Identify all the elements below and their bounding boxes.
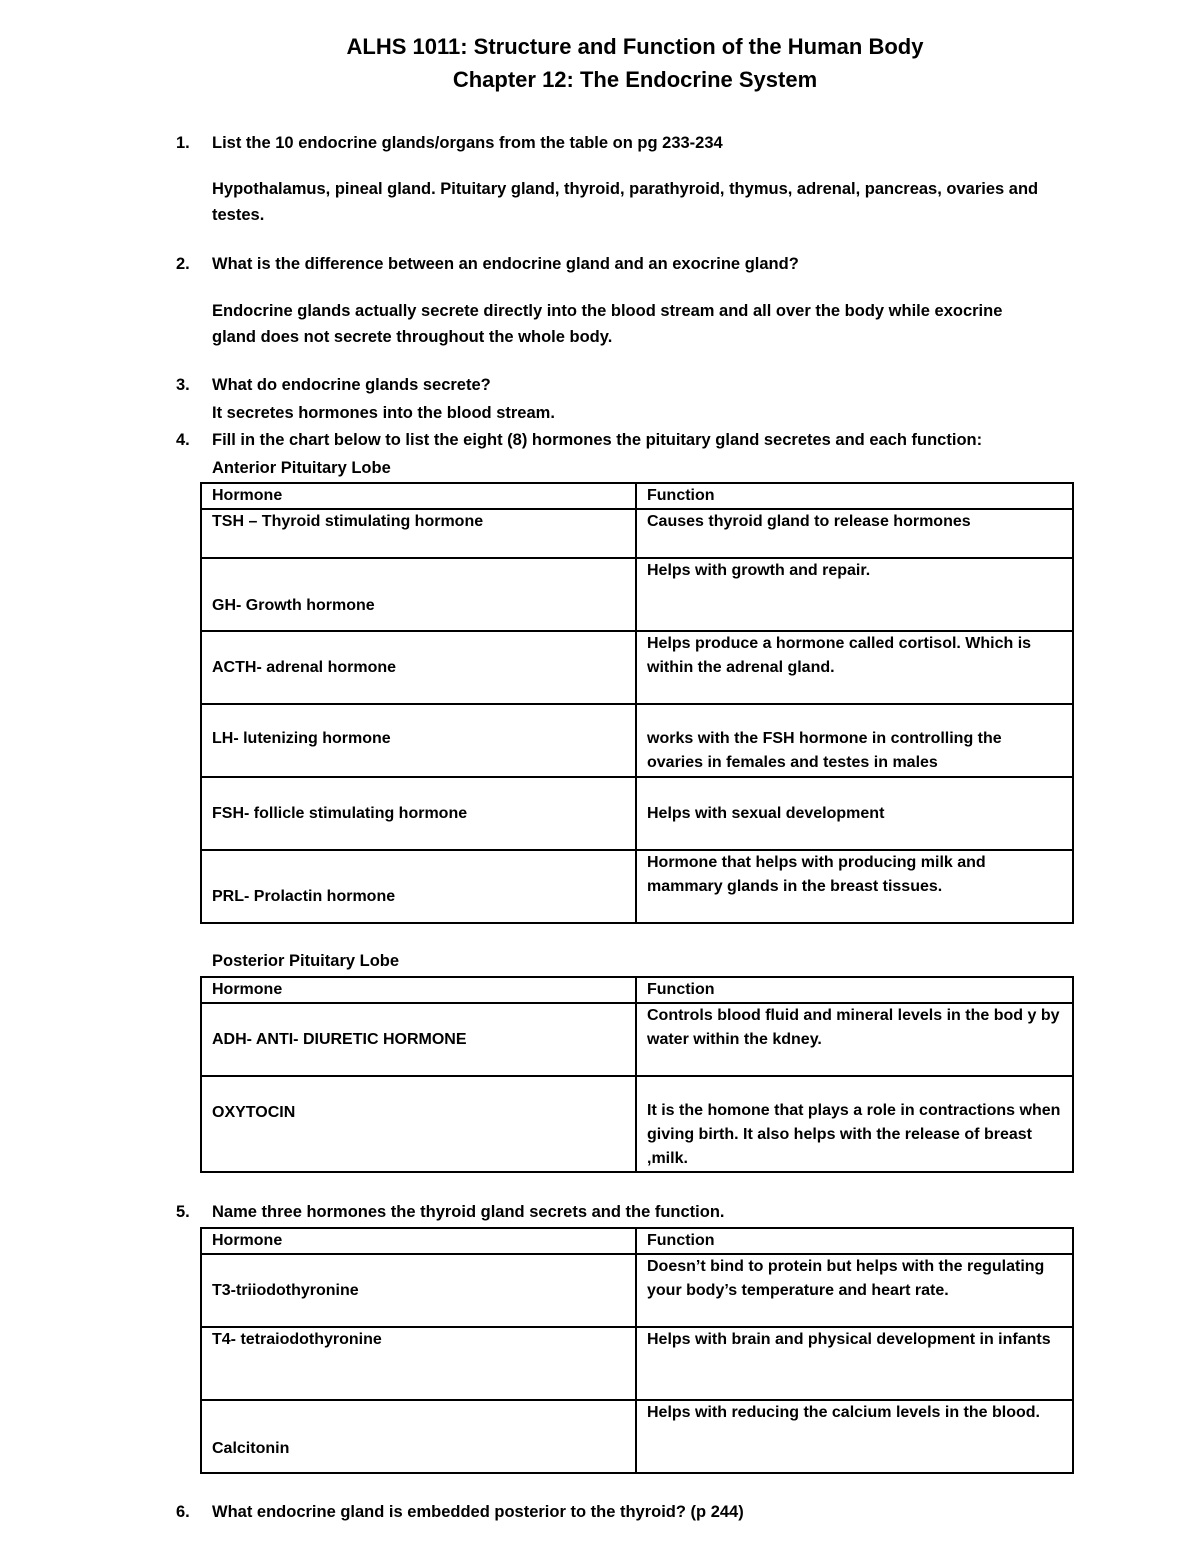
function-cell: Controls blood fluid and mineral levels in the bod y by water within the kdney. — [636, 1003, 1073, 1076]
function-cell: Helps with brain and physical development in infants — [636, 1327, 1073, 1400]
hormone-cell: ACTH- adrenal hormone — [201, 631, 636, 704]
table-row — [201, 1003, 1073, 1076]
table-row — [201, 777, 1073, 850]
function-cell: Helps with sexual development — [636, 777, 1073, 850]
function-cell: Hormone that helps with producing milk and mammary glands in the breast tissues. — [636, 850, 1073, 923]
question-number: 5. — [176, 1203, 190, 1221]
table-row — [201, 704, 1073, 777]
question-text: Fill in the chart below to list the eight (8) hormones the pituitary gland secretes and each function: — [212, 431, 983, 449]
question-number: 3. — [176, 376, 190, 394]
function-cell: Helps with growth and repair. — [636, 558, 1073, 631]
column-header-function: Function — [636, 483, 1073, 509]
table-row — [201, 1400, 1073, 1473]
table-row — [201, 509, 1073, 558]
document-title: ALHS 1011: Structure and Function of the Human Body — [346, 34, 924, 59]
table-row — [201, 1327, 1073, 1400]
posterior-pituitary-table — [200, 976, 1074, 1173]
anterior-pituitary-table — [200, 482, 1074, 924]
function-cell: Doesn’t bind to protein but helps with the regulating your body’s temperature and heart rate. — [636, 1254, 1073, 1327]
function-cell: Helps with reducing the calcium levels in the blood. — [636, 1400, 1073, 1473]
column-header-function: Function — [636, 1228, 1073, 1254]
table-header-row — [201, 977, 1073, 1003]
answer-text: Endocrine glands actually secrete directly into the blood stream and all over the body while exocrine gland does not secrete throughout the whole body. — [212, 302, 1003, 346]
question-number: 6. — [176, 1503, 190, 1521]
answer-text: It secretes hormones into the blood stream. — [212, 404, 555, 422]
table-row — [201, 1076, 1073, 1172]
thyroid-hormones-table — [200, 1227, 1074, 1474]
hormone-cell: T3-triiodothyronine — [201, 1254, 636, 1327]
hormone-cell: ADH- ANTI- DIURETIC HORMONE — [201, 1003, 636, 1076]
hormone-cell: Calcitonin — [201, 1400, 636, 1473]
answer-text: Hypothalamus, pineal gland. Pituitary gland, thyroid, parathyroid, thymus, adrenal, pancreas, ovaries and testes. — [212, 180, 1039, 224]
column-header-hormone: Hormone — [201, 483, 636, 509]
hormone-cell: GH- Growth hormone — [201, 558, 636, 631]
hormone-cell: TSH – Thyroid stimulating hormone — [201, 509, 636, 558]
column-header-function: Function — [636, 977, 1073, 1003]
question-text: Name three hormones the thyroid gland secrets and the function. — [212, 1203, 725, 1221]
posterior-lobe-label: Posterior Pituitary Lobe — [212, 952, 400, 970]
hormone-cell: PRL- Prolactin hormone — [201, 850, 636, 923]
function-cell: Causes thyroid gland to release hormones — [636, 509, 1073, 558]
question-number: 1. — [176, 134, 190, 152]
column-header-hormone: Hormone — [201, 977, 636, 1003]
function-cell: works with the FSH hormone in controlling the ovaries in females and testes in males — [636, 704, 1073, 777]
question-number: 2. — [176, 255, 190, 273]
anterior-lobe-label: Anterior Pituitary Lobe — [212, 459, 391, 477]
function-cell: It is the homone that plays a role in contractions when giving birth. It also helps with the release of breast ,milk. — [636, 1076, 1073, 1172]
table-header-row — [201, 483, 1073, 509]
table-row — [201, 1254, 1073, 1327]
question-number: 4. — [176, 431, 190, 449]
hormone-cell: FSH- follicle stimulating hormone — [201, 777, 636, 850]
question-text: What do endocrine glands secrete? — [212, 376, 491, 394]
question-text: What is the difference between an endocrine gland and an exocrine gland? — [212, 255, 799, 273]
question-text: What endocrine gland is embedded posterior to the thyroid? (p 244) — [212, 1503, 744, 1521]
chapter-title: Chapter 12: The Endocrine System — [452, 67, 818, 92]
table-row — [201, 558, 1073, 631]
hormone-cell: LH- lutenizing hormone — [201, 704, 636, 777]
hormone-cell: T4- tetraiodothyronine — [201, 1327, 636, 1400]
table-header-row — [201, 1228, 1073, 1254]
table-row — [201, 631, 1073, 704]
table-row — [201, 850, 1073, 923]
function-cell: Helps produce a hormone called cortisol. Which is within the adrenal gland. — [636, 631, 1073, 704]
hormone-cell: OXYTOCIN — [201, 1076, 636, 1172]
question-text: List the 10 endocrine glands/organs from the table on pg 233-234 — [212, 134, 723, 152]
column-header-hormone: Hormone — [201, 1228, 636, 1254]
